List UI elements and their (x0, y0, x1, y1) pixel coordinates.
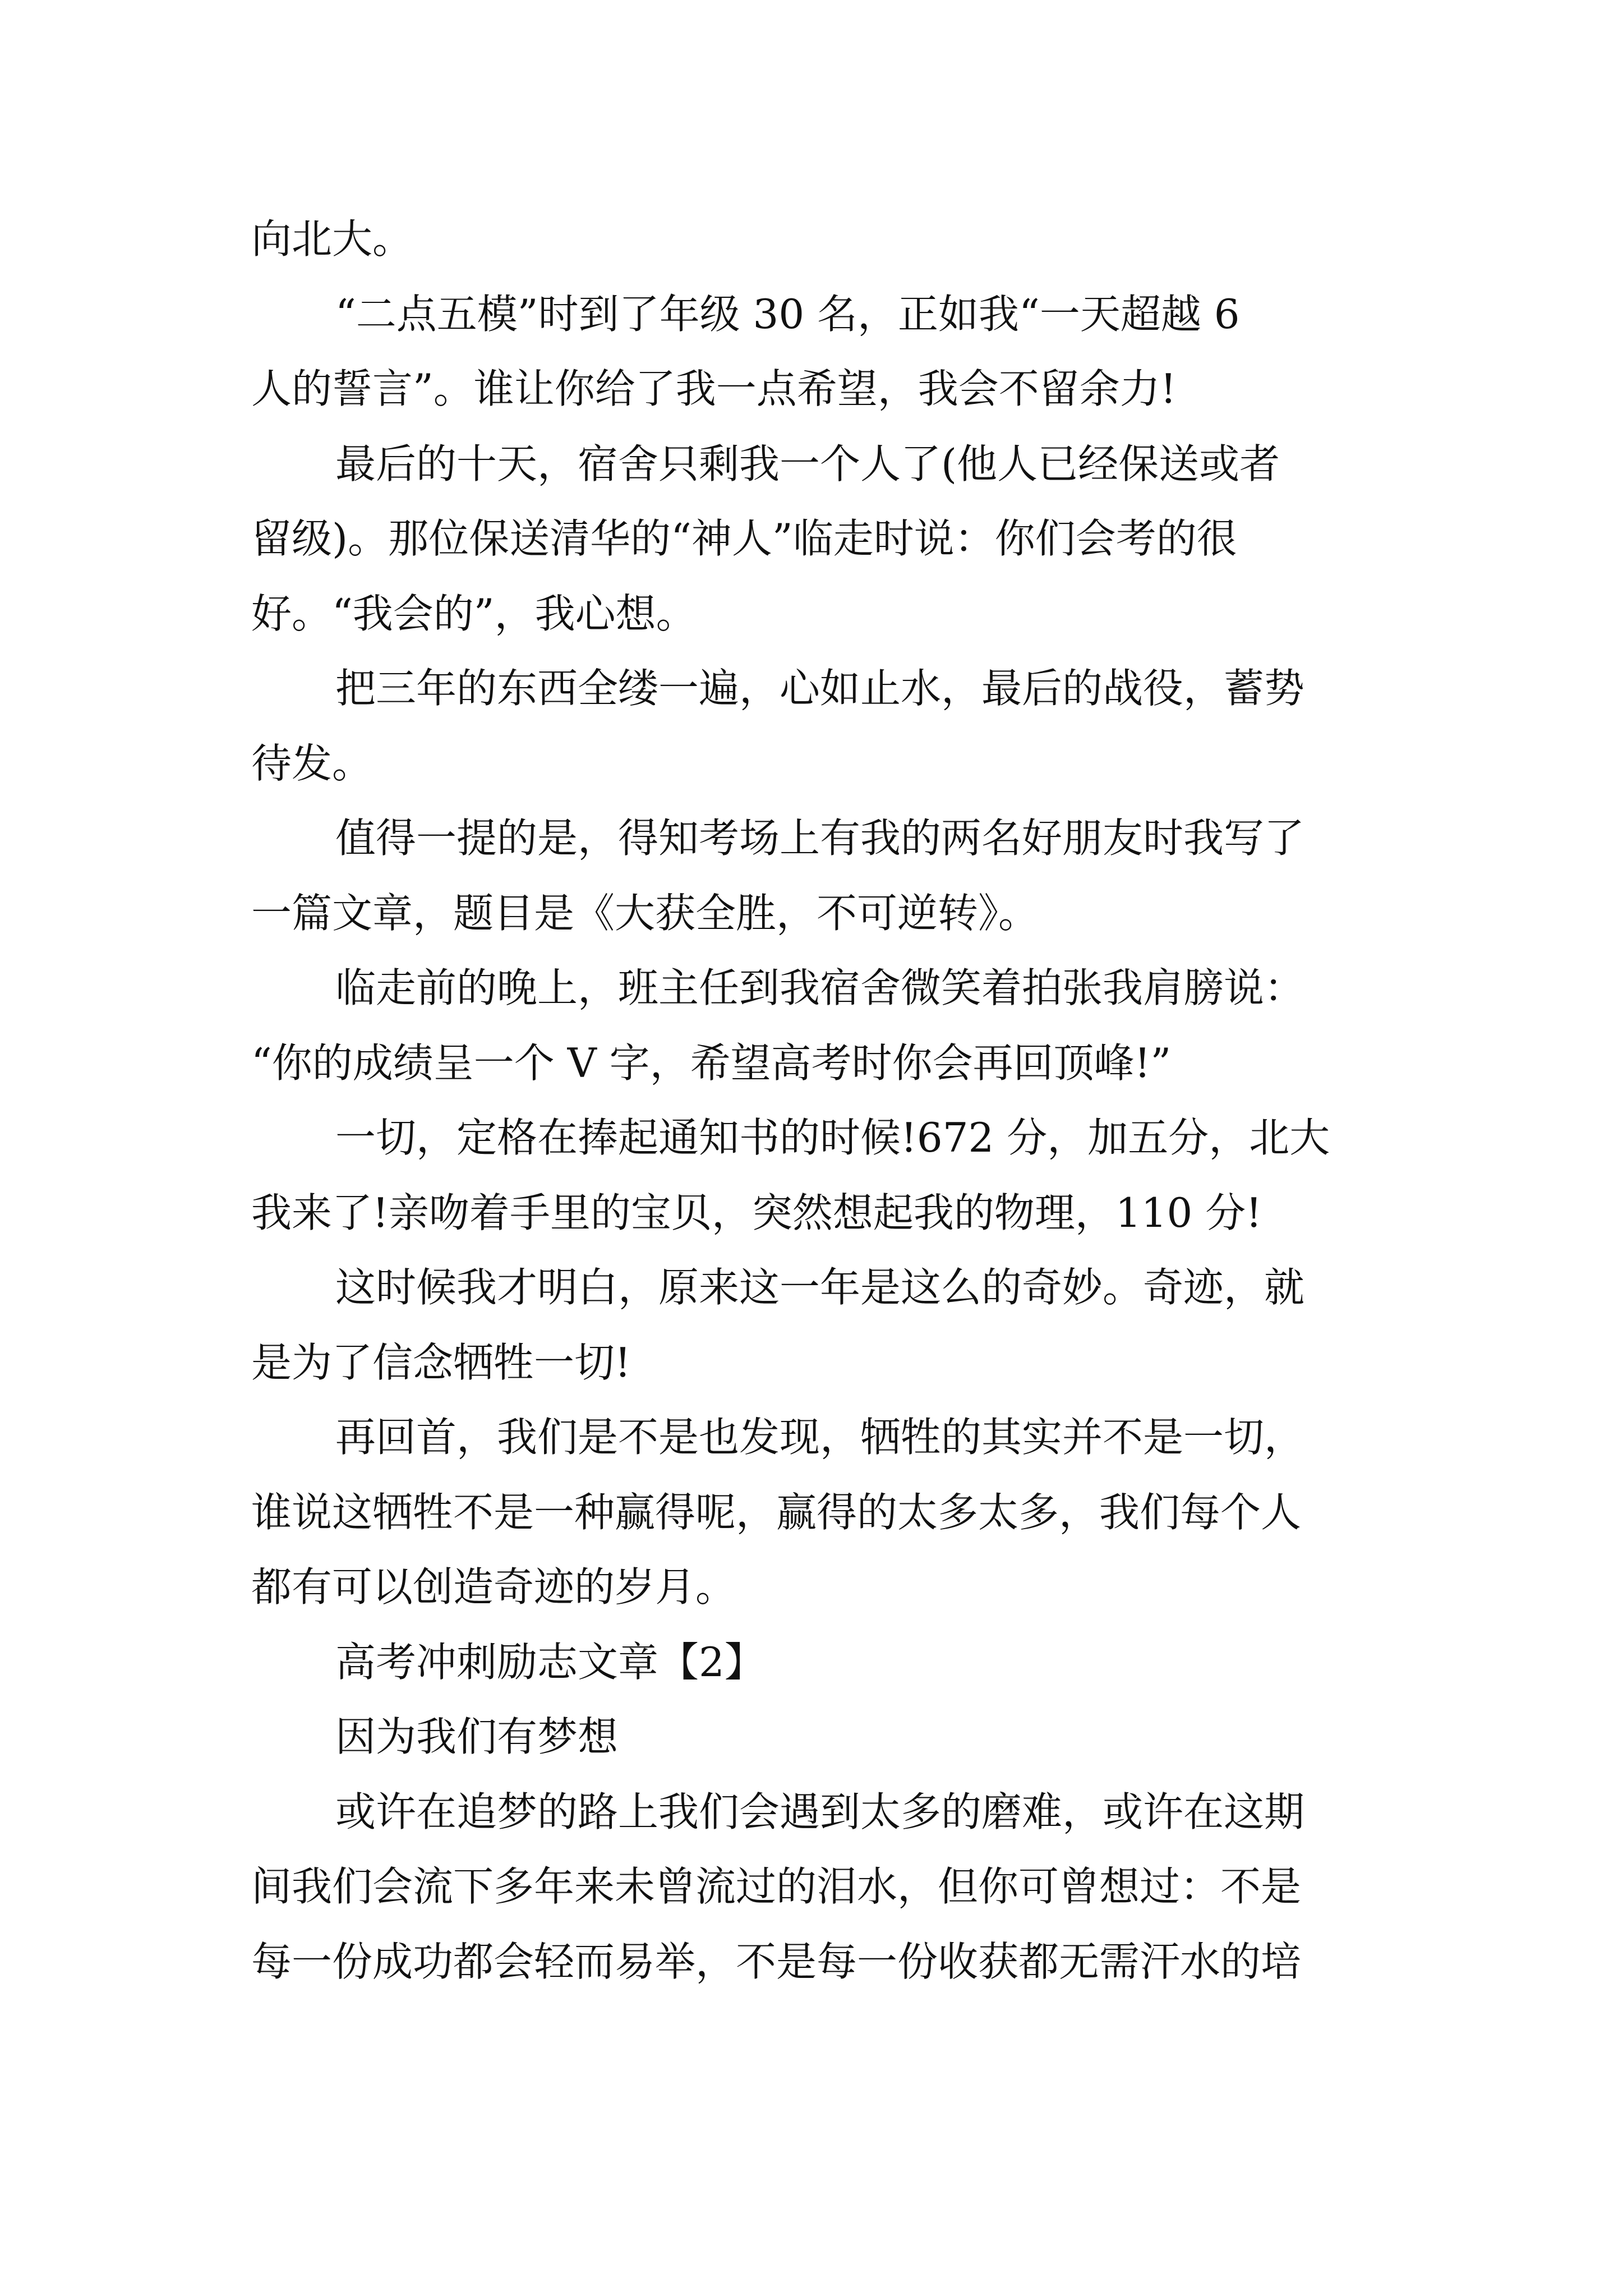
text-line: 待发。 (251, 739, 373, 787)
paragraph-6 (251, 951, 1418, 1101)
text-line: 把三年的东西全缕一遍，心如止水，最后的战役，蓄势 (335, 665, 1305, 712)
paragraph-1 (251, 202, 1418, 277)
text-line: 因为我们有梦想 (335, 1713, 619, 1760)
text-line: 值得一提的是，得知考场上有我的两名好朋友时我写了 (335, 815, 1305, 862)
paragraph-3 (251, 427, 1418, 652)
paragraph-9 (251, 1400, 1418, 1625)
body-text (251, 202, 1418, 1999)
text-line: 这时候我才明白，原来这一年是这么的奇妙。奇迹，就 (335, 1264, 1305, 1311)
text-line: “二点五模”时到了年级 30 名，正如我“一天超越 6 (335, 290, 1240, 338)
paragraph-8 (251, 1250, 1418, 1400)
article-title (251, 1700, 1418, 1775)
text-line: 每一份成功都会轻而易举，不是每一份收获都无需汗水的培 (251, 1938, 1302, 1985)
paragraph-7 (251, 1101, 1418, 1250)
text-line: 一切，定格在捧起通知书的时候!672 分，加五分，北大 (335, 1114, 1330, 1161)
text-line: 人的誓言”。谁让你给了我一点希望，我会不留余力! (251, 365, 1177, 412)
text-line: 高考冲刺励志文章【2】 (335, 1638, 765, 1686)
text-line: 我来了!亲吻着手里的宝贝，突然想起我的物理，110 分! (251, 1189, 1262, 1236)
text-line: 留级)。那位保送清华的“神人”临走时说：你们会考的很 (251, 515, 1237, 562)
text-line: “你的成绩呈一个 V 字，希望高考时你会再回顶峰!” (251, 1039, 1172, 1087)
text-line: 一篇文章，题目是《大获全胜，不可逆转》。 (251, 889, 1039, 937)
paragraph-12 (251, 1775, 1418, 2000)
paragraph-4 (251, 651, 1418, 801)
text-line: 谁说这牺牲不是一种赢得呢，赢得的太多太多，我们每个人 (251, 1488, 1302, 1536)
text-line: 向北大。 (251, 215, 413, 263)
text-line: 都有可以创造奇迹的岁月。 (251, 1563, 736, 1611)
paragraph-5 (251, 801, 1418, 951)
paragraph-2 (251, 277, 1418, 427)
section-heading (251, 1625, 1418, 1700)
text-line: 好。“我会的”，我心想。 (251, 590, 697, 637)
text-line: 或许在追梦的路上我们会遇到太多的磨难，或许在这期 (335, 1788, 1305, 1835)
text-line: 再回首，我们是不是也发现，牺牲的其实并不是一切， (335, 1414, 1305, 1461)
text-line: 最后的十天，宿舍只剩我一个人了(他人已经保送或者 (335, 440, 1280, 487)
text-line: 是为了信念牺牲一切! (251, 1338, 631, 1386)
text-line: 临走前的晚上，班主任到我宿舍微笑着拍张我肩膀说： (335, 964, 1305, 1011)
text-line: 间我们会流下多年来未曾流过的泪水，但你可曾想过：不是 (251, 1863, 1302, 1910)
